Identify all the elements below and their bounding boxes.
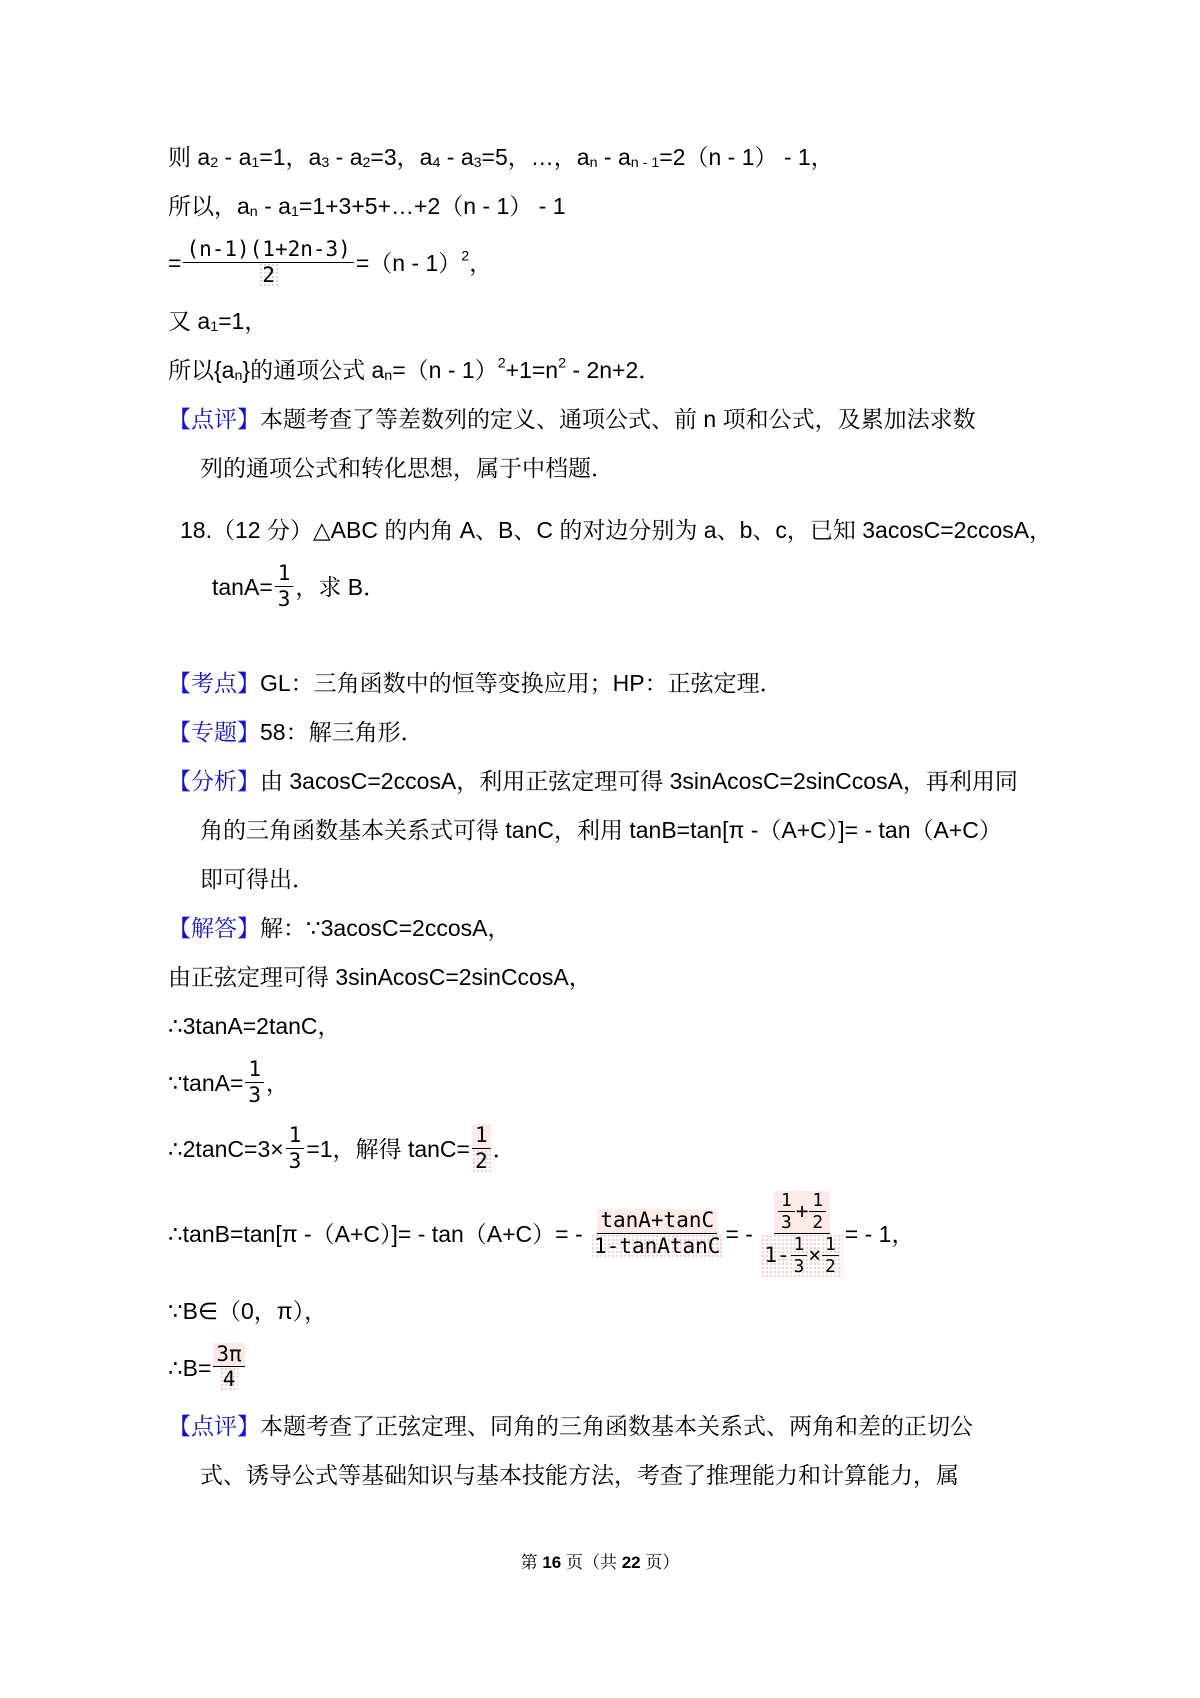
fenxi-line-2 (200, 813, 1058, 845)
fraction (809, 1191, 826, 1233)
text: 1-tanAtanC (594, 1234, 721, 1259)
subscript: 2 (210, 154, 219, 171)
subscript: 2 (362, 154, 371, 171)
text: + (795, 1199, 809, 1224)
fraction-numerator (597, 1209, 717, 1234)
text: =1， (218, 308, 268, 335)
text: 1- (764, 1243, 790, 1268)
zhuanti-line (168, 715, 1058, 747)
text: × (808, 1243, 822, 1268)
fraction-denominator (259, 263, 278, 288)
text: tanA= (212, 573, 273, 600)
seq-diff-line (168, 140, 1058, 172)
fraction-numerator (183, 238, 353, 263)
comment-line-2 (200, 451, 1058, 483)
fraction-denominator (220, 1367, 239, 1392)
solve-line-5 (168, 1191, 1058, 1277)
fraction-denominator (591, 1234, 723, 1259)
subscript: n - 1 (630, 154, 660, 171)
text: ． (492, 1136, 516, 1163)
comment2-line-1 (168, 1409, 1058, 1441)
seq-frac-line (168, 238, 1058, 288)
text: 又 a (168, 308, 211, 335)
text: - a (257, 192, 291, 219)
superscript: 2 (461, 248, 470, 265)
text: 页） (640, 1553, 680, 1572)
fraction (183, 238, 353, 288)
text: = - (725, 1220, 760, 1247)
text: +1=n (505, 357, 559, 384)
text: 3 (277, 586, 291, 611)
text: 列的通项公式和转化思想，属于中档题． (200, 455, 614, 482)
text: =3，a (370, 143, 433, 170)
text: 4 (222, 1367, 236, 1392)
fraction-denominator (761, 1234, 842, 1277)
text: ∴3tanA=2tanC， (168, 1012, 341, 1039)
solve-line-2 (168, 1009, 1058, 1041)
text: 1 (288, 1123, 302, 1148)
fraction-denominator (245, 1083, 264, 1108)
text: 1 (248, 1057, 262, 1082)
section-tag: 【分析】 (168, 768, 260, 795)
subscript: 1 (210, 319, 219, 336)
comment2-line-2 (200, 1458, 1058, 1490)
subscript: n (234, 368, 243, 385)
section-tag: 【考点】 (168, 670, 260, 697)
subscript: 3 (473, 154, 482, 171)
text: 1 (780, 1189, 792, 1211)
jieda-line (168, 911, 1058, 943)
question-18-line (180, 513, 1058, 545)
text: 2 (262, 262, 275, 287)
superscript: 2 (497, 355, 506, 372)
bold-text: 22 (621, 1553, 641, 1572)
text: ∴2tanC=3× (168, 1136, 284, 1163)
text: =1+3+5+…+2（n - 1） - 1 (298, 192, 566, 219)
text: 解：∵3acosC=2ccosA， (260, 914, 511, 941)
text: (n-1)(1+2n-3) (186, 237, 351, 262)
fraction-denominator (275, 587, 294, 612)
text: =2（n - 1） - 1， (659, 143, 834, 170)
fraction (761, 1191, 842, 1277)
text: 页（共 (561, 1553, 622, 1572)
text: 1 (812, 1189, 824, 1211)
text: 3 (793, 1255, 805, 1277)
text: = - 1， (844, 1220, 915, 1247)
fraction (275, 562, 294, 612)
text: - a (218, 143, 252, 170)
fraction (778, 1191, 795, 1233)
text: 18.（12 分）△ABC 的内角 A、B、C 的对边分别为 a、b、c，已知 3acosC=2ccosA， (180, 516, 1053, 543)
text: =5，…，a (481, 143, 590, 170)
fraction-denominator (778, 1212, 795, 1233)
fraction (213, 1343, 244, 1393)
text: - a (597, 143, 631, 170)
fraction-numerator (809, 1191, 826, 1212)
text: 1 (277, 561, 291, 586)
fraction-denominator (791, 1256, 808, 1277)
text: ∴tanB=tan[π -（A+C）]= - tan（A+C）= - (168, 1220, 590, 1247)
subscript: n (249, 203, 258, 220)
text: ∴B= (168, 1354, 212, 1381)
section-tag: 【点评】 (168, 1413, 260, 1440)
text: =（n - 1） (392, 357, 498, 384)
fraction-denominator (822, 1256, 839, 1277)
text: 所以{a (168, 357, 235, 384)
seq-sum-line (168, 189, 1058, 221)
text: - a (329, 143, 363, 170)
fraction (286, 1124, 305, 1174)
text: 本题考查了正弦定理、同角的三角函数基本关系式、两角和差的正切公 (260, 1413, 973, 1440)
text: 3 (780, 1211, 792, 1233)
text: - a (440, 143, 474, 170)
fraction-numerator (286, 1124, 305, 1149)
text: tanA+tanC (600, 1208, 715, 1233)
document-content (168, 140, 1058, 1507)
fraction-numerator (275, 562, 294, 587)
fraction-denominator (286, 1149, 305, 1174)
text: 式、诱导公式等基础知识与基本技能方法，考查了推理能力和计算能力，属 (200, 1462, 959, 1489)
text: = (168, 249, 182, 276)
section-tag: 【专题】 (168, 719, 260, 746)
text: =1，a (259, 143, 322, 170)
kaodian-line (168, 666, 1058, 698)
question-18-line-2 (212, 562, 1058, 612)
section-tag: 【点评】 (168, 406, 260, 433)
fraction-denominator (472, 1149, 491, 1174)
text: 2 (825, 1255, 836, 1277)
text: =（n - 1） (355, 249, 462, 276)
fenxi-line-3 (200, 862, 1058, 894)
solve-line-4 (168, 1124, 1058, 1174)
fraction-numerator (822, 1235, 839, 1256)
fraction-numerator (778, 1191, 795, 1212)
fraction-denominator (809, 1212, 826, 1233)
fraction (791, 1235, 808, 1277)
subscript: 1 (290, 203, 299, 220)
solve-line-6 (168, 1294, 1058, 1326)
fraction (472, 1124, 491, 1174)
text: 1 (474, 1123, 488, 1148)
text: 2 (474, 1149, 488, 1174)
text: 即可得出． (200, 866, 315, 893)
fraction-numerator (774, 1191, 830, 1234)
fraction (591, 1209, 723, 1259)
comment-line-1 (168, 402, 1058, 434)
fraction-numerator (472, 1124, 491, 1149)
solve-line-1 (168, 960, 1058, 992)
fraction (822, 1235, 839, 1277)
text: 1 (793, 1233, 805, 1255)
seq-formula-line (168, 353, 1058, 385)
text: ∵tanA= (168, 1069, 244, 1096)
fraction-numerator (245, 1058, 264, 1083)
text: ， (266, 1069, 290, 1096)
solve-line-3 (168, 1058, 1058, 1108)
text: 2 (812, 1211, 824, 1233)
fraction-numerator (791, 1235, 808, 1256)
subscript: 1 (251, 154, 260, 171)
text: 则 a (168, 143, 211, 170)
fenxi-line-1 (168, 764, 1058, 796)
text: 由正弦定理可得 3sinAcosC=2sinCcosA， (168, 963, 592, 990)
subscript: n (589, 154, 598, 171)
solve-line-7 (168, 1343, 1058, 1393)
text: ∵B∈（0，π）， (168, 1297, 328, 1324)
subscript: 4 (432, 154, 441, 171)
text: 3 (248, 1082, 262, 1107)
fraction (245, 1058, 264, 1108)
fraction-numerator (213, 1343, 244, 1368)
text: 第 (520, 1553, 543, 1572)
text: 本题考查了等差数列的定义、通项公式、前 n 项和公式，及累加法求数 (260, 406, 976, 433)
text: 3π (216, 1341, 242, 1366)
text: 角的三角函数基本关系式可得 tanC，利用 tanB=tan[π -（A+C）]= - tan（A+C） (200, 817, 1002, 844)
text: ，求 B． (295, 573, 387, 600)
subscript: 3 (321, 154, 330, 171)
text: - 2n+2． (566, 357, 662, 384)
text: 3 (288, 1149, 302, 1174)
text: 所以，a (168, 192, 250, 219)
seq-a1-line (168, 304, 1058, 336)
bold-text: 16 (542, 1553, 562, 1572)
superscript: 2 (558, 355, 567, 372)
text: 58：解三角形． (260, 719, 424, 746)
section-tag: 【解答】 (168, 914, 260, 941)
text: 1 (825, 1233, 836, 1255)
text: GL：三角函数中的恒等变换应用；HP：正弦定理． (260, 670, 783, 697)
text: =1，解得 tanC= (306, 1136, 470, 1163)
text: ， (469, 249, 493, 276)
subscript: n (384, 368, 393, 385)
text: }的通项公式 a (242, 357, 385, 384)
page-footer (0, 1552, 1200, 1574)
text: 由 3acosC=2ccosA，利用正弦定理可得 3sinAcosC=2sinCcosA，再利用同 (260, 768, 1018, 795)
